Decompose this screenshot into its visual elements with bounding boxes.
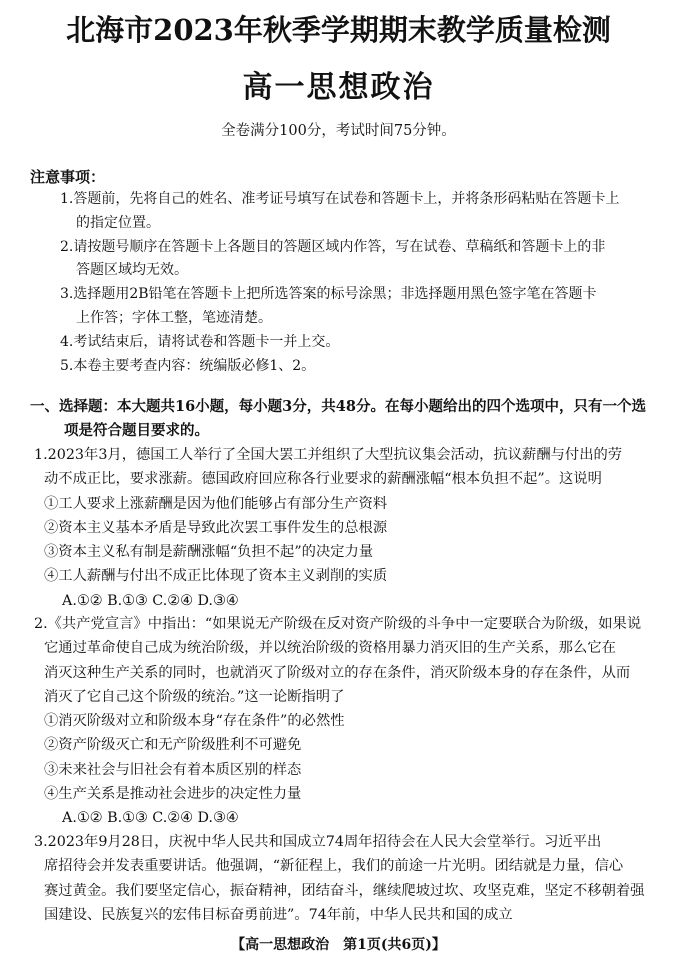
- exam-meta: 全卷满分100分，考试时间75分钟。: [221, 123, 456, 139]
- question-stem-line: 动不成正比，要求涨薪。德国政府回应称各行业要求的薪酬涨幅“根本负担不起”。这说明: [44, 471, 602, 488]
- question-2: [34, 612, 659, 831]
- question-stem-line: 2.《共产党宣言》中指出：“如果说无产阶级在反对资产阶级的斗争中一定要联合为阶级，如果说: [34, 616, 642, 632]
- option-c: C.②④: [152, 810, 193, 827]
- question-1: [34, 443, 659, 613]
- exam-subject: 高一思想政治: [242, 70, 435, 105]
- section-heading: [30, 395, 655, 443]
- statement: ④生产关系是推动社会进步的决定性力量: [44, 786, 302, 803]
- notice-item: 5.本卷主要考查内容：统编版必修1、2。: [60, 357, 316, 374]
- option-c: C.②④: [152, 592, 193, 609]
- exam-title: 北海市2023年秋季学期期末教学质量检测: [66, 13, 611, 47]
- options-row: [34, 589, 659, 613]
- notice-item-cont: 答题区域均无效。: [76, 262, 188, 279]
- page-footer: 【高一思想政治 第1页(共6页)】: [231, 937, 446, 953]
- question-3: [34, 830, 659, 927]
- options-row: [34, 806, 659, 830]
- notice-list: [60, 188, 660, 378]
- notice-title: 注意事项：: [30, 168, 106, 186]
- notice-item: 4.考试结束后，请将试卷和答题卡一并上交。: [60, 333, 340, 350]
- section-line: 一、选择题：本大题共16小题，每小题3分，共48分。在每小题给出的四个选项中，只有一个选: [30, 398, 646, 415]
- question-stem-line: 国建设、民族复兴的宏伟目标奋勇前进”。74年前，中华人民共和国的成立: [44, 906, 513, 923]
- statement: ①工人要求上涨薪酬是因为他们能够占有部分生产资料: [44, 495, 388, 512]
- option-b: B.①③: [107, 592, 148, 609]
- question-stem-line: 1.2023年3月，德国工人举行了全国大罢工并组织了大型抗议集会活动，抗议薪酬与付出的劳: [34, 447, 623, 463]
- option-d: D.③④: [197, 592, 239, 609]
- statement: ②资本主义基本矛盾是导致此次罢工事件发生的总根源: [44, 519, 388, 536]
- question-stem-line: 消灭了它自己这个阶级的统治。”这一论断指明了: [44, 688, 345, 705]
- question-stem-line: 赛过黄金。我们要坚定信心，振奋精神，团结奋斗，继续爬坡过坎、攻坚克难，坚定不移朝着强: [44, 882, 645, 899]
- notice-item-cont: 上作答；字体工整，笔迹清楚。: [76, 309, 272, 326]
- statement: ③资本主义私有制是薪酬涨幅“负担不起”的决定力量: [44, 544, 374, 561]
- statement: ③未来社会与旧社会有着本质区别的样态: [44, 761, 302, 778]
- question-stem-line: 3.2023年9月28日，庆祝中华人民共和国成立74周年招待会在人民大会堂举行。习近平出: [34, 834, 602, 850]
- question-stem-line: 消灭这种生产关系的同时，也就消灭了阶级对立的存在条件，消灭阶级本身的存在条件，从而: [44, 664, 631, 681]
- option-a: A.①②: [62, 810, 103, 827]
- statement: ④工人薪酬与付出不成正比体现了资本主义剥削的实质: [44, 568, 388, 585]
- statement: ①消灭阶级对立和阶级本身“存在条件”的必然性: [44, 713, 345, 730]
- option-b: B.①③: [107, 810, 148, 827]
- notice-item-cont: 的指定位置。: [76, 214, 160, 231]
- question-stem-line: 席招待会并发表重要讲话。他强调，“新征程上，我们的前途一片光明。团结就是力量，信心: [44, 858, 624, 875]
- notice-item: 3.选择题用2B铅笔在答题卡上把所选答案的标号涂黑；非选择题用黑色签字笔在答题卡: [60, 286, 597, 303]
- notice-item: 2.请按题号顺序在答题卡上各题目的答题区域内作答，写在试卷、草稿纸和答题卡上的非: [60, 238, 606, 255]
- question-stem-line: 它通过革命使自己成为统治阶级，并以统治阶级的资格用暴力消灭旧的生产关系，那么它在: [44, 640, 616, 657]
- section-line: 项是符合题目要求的。: [64, 422, 209, 439]
- option-a: A.①②: [62, 592, 103, 609]
- statement: ②资产阶级灭亡和无产阶级胜利不可避免: [44, 737, 302, 754]
- notice-item: 1.答题前，先将自己的姓名、准考证号填写在试卷和答题卡上，并将条形码粘贴在答题卡上: [60, 191, 620, 207]
- option-d: D.③④: [197, 810, 239, 827]
